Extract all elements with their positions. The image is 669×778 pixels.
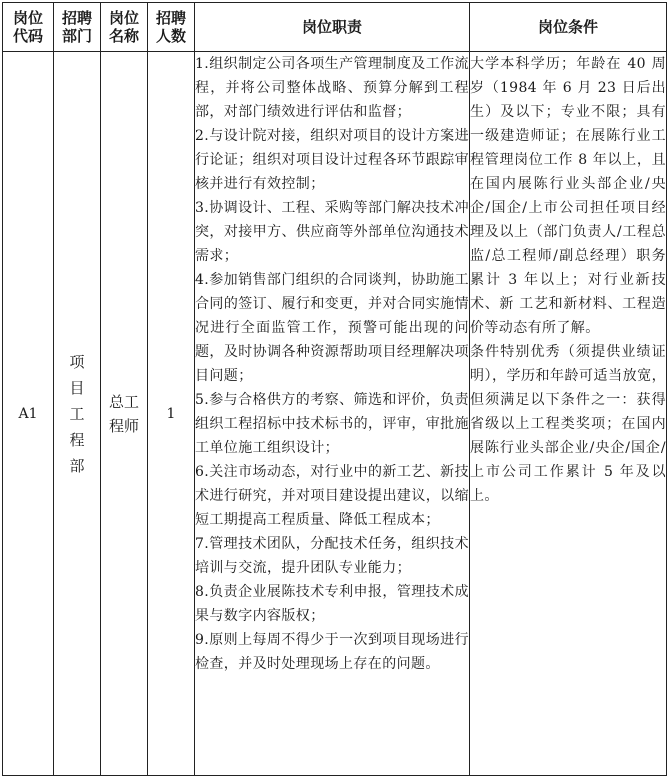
header-headcount: 招聘人数 xyxy=(148,3,195,52)
recruitment-table xyxy=(2,2,667,776)
cell-headcount: 1 xyxy=(148,52,195,776)
duty-item: 1.组织制定公司各项生产管理制度及工作流程，并将公司整体战略、预算分解到工程部，对部门绩效进行评估和监督； xyxy=(195,56,469,120)
duty-item: 4.参加销售部门组织的合同谈判，协助施工合同的签订、履行和变更，并对合同实施情况进行全面监管工作，预警可能出现的问题，及时协调各种资源帮助项目经理解决项目问题； xyxy=(195,272,469,384)
header-department: 招聘部门 xyxy=(54,3,101,52)
duty-item: 6.关注市场动态，对行业中的新工艺、新技术进行研究，并对项目建设提出建议，以缩短工期提高工程质量、降低工程成本； xyxy=(195,464,469,528)
cell-position-name: 总工程师 xyxy=(101,52,148,776)
duty-item: 2.与设计院对接，组织对项目的设计方案进行论证；组织对项目设计过程各环节跟踪审核并进行有效控制； xyxy=(195,128,469,192)
condition-item: 大学本科学历；年龄在 40 周岁（1984 年 6 月 23 日后出生）及以下；专业不限；具有一级建造师证；在展陈行业工程管理岗位工作 8 年以上，且在国内展陈行业头部企业/央企/国企/上市公司担任项目经理及以上（部门负责人/工程总监/总工程师/副总经理）职务累计 3 年以上；对行业新技术、新 工艺和新材料、工程造价等动态有所了解。 xyxy=(470,56,666,336)
duty-item: 5.参与合格供方的考察、筛选和评价，负责组织工程招标中技术标书的，评审，审批施工单位施工组织设计； xyxy=(195,392,469,456)
cell-duties xyxy=(195,52,470,776)
header-position-code: 岗位代码 xyxy=(3,3,54,52)
header-position-name: 岗位名称 xyxy=(101,3,148,52)
duty-item: 9.原则上每周不得少于一次到项目现场进行检查，并及时处理现场上存在的问题。 xyxy=(195,632,469,672)
duty-item: 8.负责企业展陈技术专利申报，管理技术成果与数字内容版权； xyxy=(195,584,469,624)
condition-item: 条件特别优秀（须提供业绩证明），学历和年龄可适当放宽，但须满足以下条件之一：获得省级以上工程类奖项；在国内展陈行业头部企业/央企/国企/上市公司工作累计 5 年及以上。 xyxy=(470,344,666,504)
duty-item: 3.协调设计、工程、采购等部门解决技术冲突，对接甲方、供应商等外部单位沟通技术需求； xyxy=(195,200,469,264)
header-row xyxy=(3,3,667,52)
header-duties: 岗位职责 xyxy=(195,3,470,52)
duty-item: 7.管理技术团队，分配技术任务，组织技术培训与交流，提升团队专业能力； xyxy=(195,536,469,576)
table-row xyxy=(3,52,667,776)
cell-conditions xyxy=(470,52,667,776)
cell-department: 项目工程部 xyxy=(54,52,101,776)
cell-position-code: A1 xyxy=(3,52,54,776)
header-conditions: 岗位条件 xyxy=(470,3,667,52)
